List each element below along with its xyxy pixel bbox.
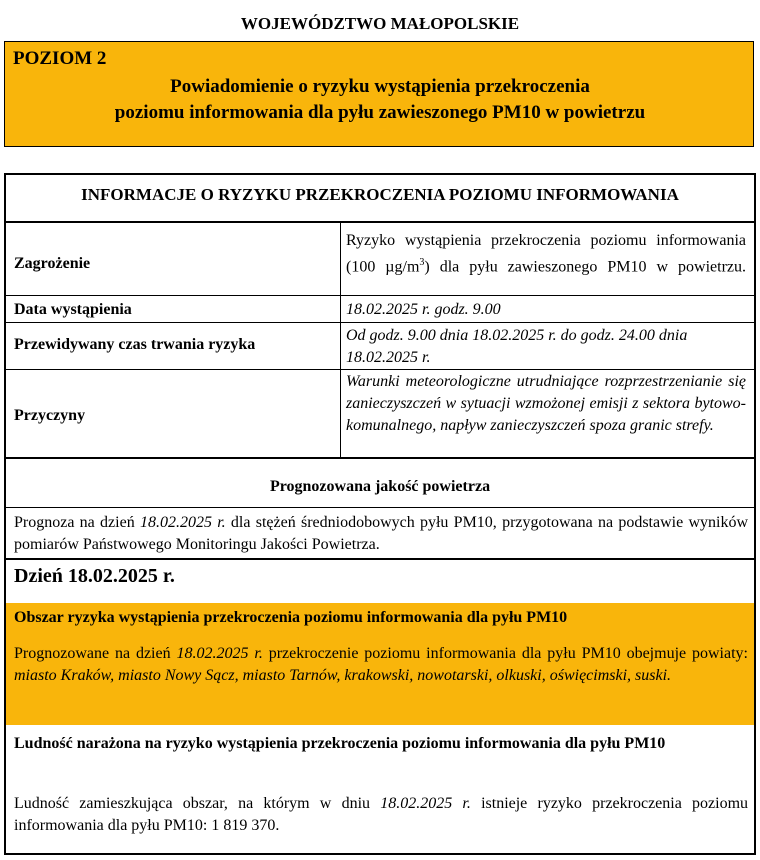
threat-label: Zagrożenie <box>14 255 91 272</box>
population-text: Ludność zamieszkująca obszar, na którym w dniu 18.02.2025 r. istnieje ryzyko przekroczenia poziomu informowania dla pyłu PM10: 1 819 370. <box>14 795 749 834</box>
date-label: Data wystąpienia <box>14 301 132 318</box>
divider <box>6 322 754 323</box>
causes-label: Przyczyny <box>14 407 86 424</box>
divider <box>6 457 754 459</box>
divider <box>6 558 754 560</box>
level-banner <box>4 41 754 147</box>
threat-value: Ryzyko wystąpienia przekroczenia poziomu informowania (100 $\mu g/m^3$) dla pyłu zawieszonego PM10 w powietrzu. <box>346 232 746 276</box>
duration-value: Od godz. 9.00 dnia 18.02.2025 r. do godz. 24.00 dnia 18.02.2025 r. <box>346 327 688 366</box>
forecast-title: Prognozowana jakość powietrza <box>269 478 491 495</box>
risk-area-title: Obszar ryzyka wystąpienia przekroczenia poziomu informowania dla pyłu PM10 <box>14 609 568 626</box>
duration-label: Przewidywany czas trwania ryzyka <box>14 336 256 353</box>
risk-area-text: Prognozowane na dzień 18.02.2025 r. przekroczenie poziomu informowania dla pyłu PM10 obejmuje powiaty: miasto Kraków, miasto Nowy Sącz, miasto Tarnów, krakowski, nowotarski, olkuski, oświęcimski, suski. <box>14 645 748 684</box>
population-title: Ludność narażona na ryzyko wystąpienia przekroczenia poziomu informowania dla pyłu PM10 <box>14 735 666 752</box>
forecast-text: Prognoza na dzień 18.02.2025 r. dla stężeń średniodobowych pyłu PM10, przygotowana na podstawie wyników pomiarów Państwowego Monitoringu Jakości Powietrza. <box>14 514 749 553</box>
info-frame <box>4 173 756 855</box>
day-title: Dzień 18.02.2025 r. <box>14 565 175 587</box>
notice-title-line1: Powiadomienie o ryzyku wystąpienia przekroczenia <box>170 76 590 97</box>
notice-title <box>5 74 755 126</box>
level-label: POZIOM 2 <box>13 48 107 69</box>
divider <box>6 221 754 223</box>
column-divider <box>340 223 341 457</box>
divider <box>6 295 754 296</box>
divider <box>6 507 754 508</box>
info-section-title: INFORMACJE O RYZYKU PRZEKROCZENIA POZIOMU INFORMOWANIA <box>81 185 679 204</box>
causes-value: Warunki meteorologiczne utrudniające rozprzestrzenianie się zanieczyszczeń w sytuacji wzmożonej emisji z sektora bytowo-komunalnego, napływ zanieczyszczeń spoza granic strefy. <box>346 373 746 434</box>
notice-title-line2: poziomu informowania dla pyłu zawieszonego PM10 w powietrzu <box>114 102 646 123</box>
date-value: 18.02.2025 r. godz. 9.00 <box>346 301 501 318</box>
region-heading: WOJEWÓDZTWO MAŁOPOLSKIE <box>240 14 520 33</box>
risk-area-box <box>6 603 754 725</box>
divider <box>6 369 754 370</box>
